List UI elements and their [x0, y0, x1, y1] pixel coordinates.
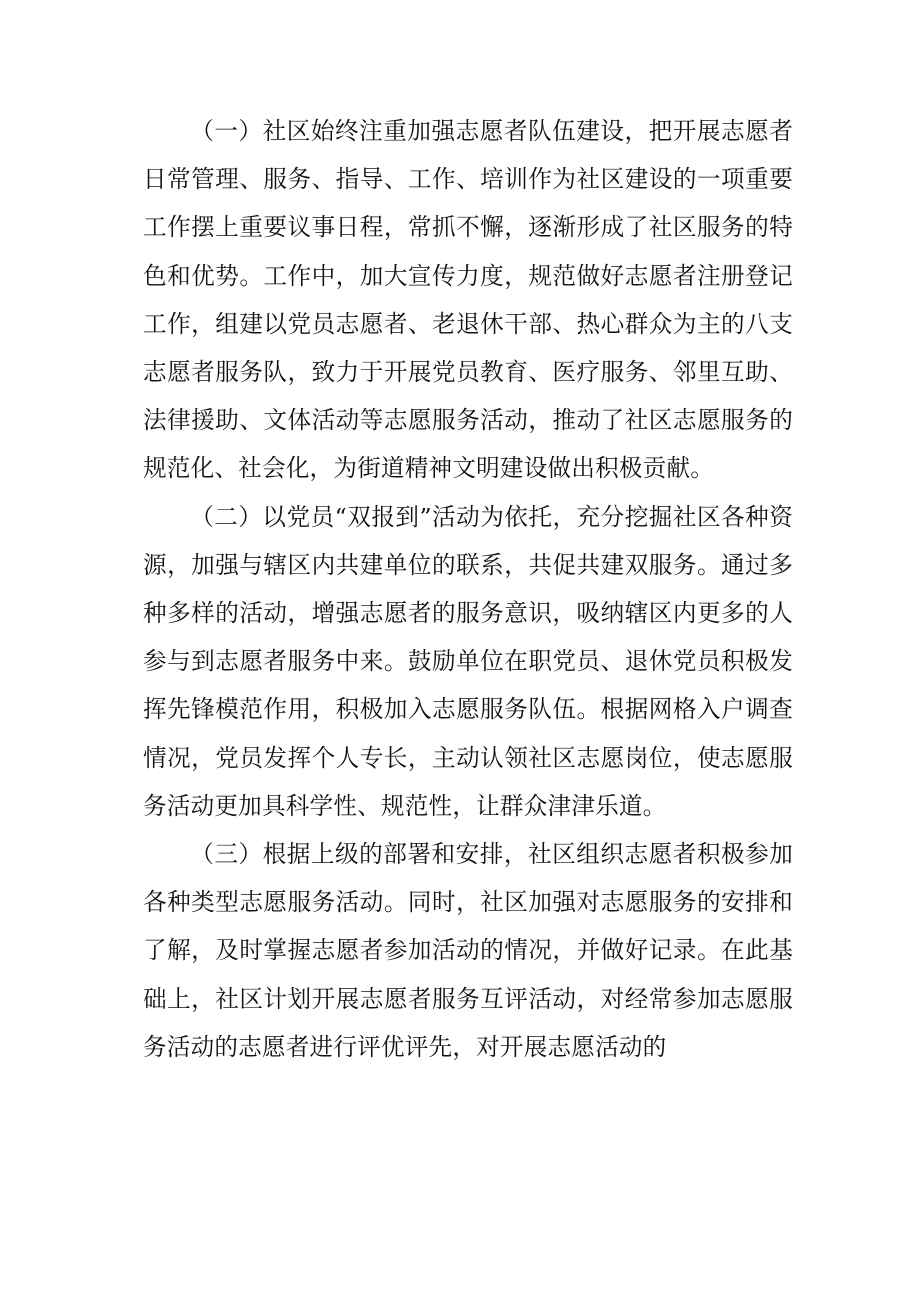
paragraph-2: （二）以党员“双报到”活动为依托，充分挖掘社区各种资源，加强与辖区内共建单位的联系，共促共建双服务。通过多种多样的活动，增强志愿者的服务意识，吸纳辖区内更多的人参与到志愿者服务中来。鼓励单位在职党员、退休党员积极发挥先锋模范作用，积极加入志愿服务队伍。根据网格入户调查情况，党员发挥个人专长，主动认领社区志愿岗位，使志愿服务活动更加具科学性、规范性，让群众津津乐道。 — [143, 502, 793, 820]
paragraph-1: （一）社区始终注重加强志愿者队伍建设，把开展志愿者日常管理、服务、指导、工作、培训作为社区建设的一项重要工作摆上重要议事日程，常抓不懈，逐渐形成了社区服务的特色和优势。工作中，加大宣传力度，规范做好志愿者注册登记工作，组建以党员志愿者、老退休干部、热心群众为主的八支志愿者服务队，致力于开展党员教育、医疗服务、邻里互助、法律援助、文体活动等志愿服务活动，推动了社区志愿服务的规范化、社会化，为街道精神文明建设做出积极贡献。 — [143, 117, 793, 483]
document-body — [143, 107, 793, 1071]
paragraph-3: （三）根据上级的部署和安排，社区组织志愿者积极参加各种类型志愿服务活动。同时，社区加强对志愿服务的安排和了解，及时掌握志愿者参加活动的情况，并做好记录。在此基础上，社区计划开展志愿者服务互评活动，对经常参加志愿服务活动的志愿者进行评优评先，对开展志愿活动的 — [143, 840, 793, 1061]
